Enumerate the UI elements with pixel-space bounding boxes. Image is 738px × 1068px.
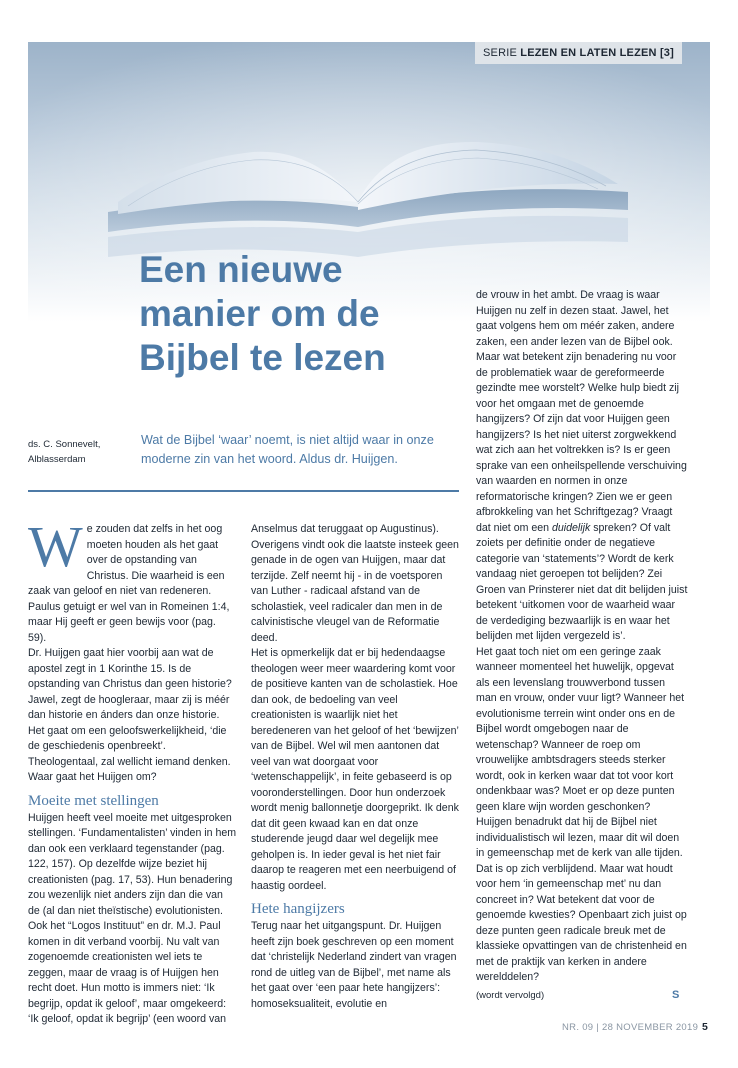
series-label (475, 42, 682, 64)
paragraph: Anselmus dat teruggaat op Augustinus). Overigens vindt ook die laatste insteek geen genade in de ogen van Huijgen, maar dat terzijde. Zelf neemt hij - in de voetsporen van Luther - radicaal afstand van de scholastiek, veel radicaler dan men in de calvinistische vleugel van de Reformatie deed. (251, 523, 459, 644)
paragraph (476, 288, 688, 645)
subheading: Moeite met stellingen (28, 792, 159, 809)
article-lead: Wat de Bijbel ‘waar’ noemt, is niet altijd waar in onze moderne zin van het woord. Aldus dr. Huijgen. (141, 433, 434, 466)
article-title (139, 248, 469, 380)
page-number: 5 (702, 1021, 708, 1033)
drop-cap: W (28, 514, 83, 579)
paragraph-text: e zouden dat zelfs in het oog moeten houden als het gaat over de opstanding van Christus. Die waarheid is een zaak van geloof en niet van redeneren. Paulus getuigt er wel van in Romeinen 1:4, maar Hij geeft er geen bewijs voor (pag. 59). (28, 523, 230, 644)
paragraph (28, 514, 237, 646)
column-1 (28, 514, 237, 1028)
continued-note: (wordt vervolgd) (476, 990, 545, 1001)
title-line: Bijbel te lezen (139, 337, 386, 378)
column-2 (251, 522, 459, 1012)
issue-info: NR. 09 | 28 NOVEMBER 2019 (562, 1022, 699, 1033)
paragraph: Dr. Huijgen gaat hier voorbij aan wat de apostel zegt in 1 Korinthe 15. Is de opstanding van Christus dan geen historie? Jawel, zegt de hoogleraar, maar zij is méér dan historie en ánders dan onze historie. Het gaat om een geloofswerkelijkheid, ‘die de geschiedenis openbreekt’. Theologentaal, zal wellicht iemand denken. Waar gaat het Huijgen om? (28, 647, 232, 783)
paragraph: Terug naar het uitgangspunt. Dr. Huijgen heeft zijn boek geschreven op een moment dat ‘christelijk Nederland zindert van vragen rond de uitleg van de Bijbel’, met name als het gaat over ‘een paar hete hangijzers’: homoseksualiteit, evolutie en (251, 920, 457, 1010)
paragraph-text: spreken? Of valt zoiets per definitie onder de negatieve categorie van ‘statements’? Wordt de kerk vandaag niet geroepen tot belijden? Zei Groen van Prinsterer niet dat dit belijden juist betekent ‘uitkomen voor de waarheid waar de verdediging bezwaarlijk is en waar het belijden met lijden vergezeld is’. (476, 521, 688, 642)
paragraph: Huijgen benadrukt dat hij de Bijbel niet individualistisch wil lezen, maar dit wil doen in gemeenschap met de kerk van alle tijden. Dat is op zich verblijdend. Maar wat houdt voor hem ‘in gemeenschap met’ nu dan concreet in? Wat betekent dat voor de genoemde kwesties? Openbaart zich juist op deze punten geen radicale breuk met de klassieke opvattingen van de christenheid en met de praktijk van kerken in andere werelddelen? (476, 816, 687, 983)
series-prefix: SERIE (483, 47, 518, 59)
paragraph: Het gaat toch niet om een geringe zaak wanneer momenteel het huwelijk, opgevat als een levenslang trouwverbond tussen man en vrouw, onder vuur ligt? Wanneer het evolutionisme terrein wint onder ons en de Bijbel wordt omgebogen naar de wetenschap? Wanneer de roep om vrouwelijke ambtsdragers steeds sterker wordt, ook in kerken waar dat tot voor kort ondenkbaar was? Moet er op deze punten geen klare wijn worden geschonken? (476, 645, 685, 813)
paragraph-text: de vrouw in het ambt. De vraag is waar Huijgen nu zelf in dezen staat. Jawel, het gaat volgens hem om méér zaken, andere zaken, een ander lezen van de Bijbel ook. Maar wat betekent zijn benadering nu voor de problematiek waar de gereformeerde gezindte mee worstelt? Welke hulp biedt zij voor het omgaan met de genoemde hangijzers? Of zijn dat voor Huijgen geen hangijzers? Is het niet uiterst zorgwekkend wat zich aan het voltrekken is? Is er geen sprake van een onheilspellende verschuiving van waarden en normen in onze reformatorische kringen? Zien we er geen afbrokkeling van het Schriftgezag? Vraagt dat niet om een (476, 289, 687, 534)
title-line: manier om de (139, 293, 380, 334)
emphasis: duidelijk (551, 521, 591, 534)
author-location: Alblasserdam (28, 454, 86, 465)
column-3 (476, 288, 688, 986)
title-line: Een nieuwe (139, 249, 343, 290)
paragraph: Huijgen heeft veel moeite met uitgesproken stellingen. ‘Fundamentalisten’ vinden in hem dan ook een verklaard tegenstander (pag. 122, 157). Op dezelfde wijze beziet hij creationisten (pag. 17, 53). Hun benadering zou wezenlijk niet anders zijn dan die van de (al dan niet theïstische) evolutionisten. Ook het “Logos Instituut” en dr. M.J. Paul komen in dit verband voorbij. Nu valt van zogenoemde creationisten wel iets te zeggen, maar de vraag is of Huijgen hen recht doet. Hun motto is immers niet: ‘Ik begrijp, opdat ik geloof’, maar omgekeerd: ‘Ik geloof, opdat ik begrijp’ (een woord van (28, 811, 237, 1025)
author-byline (28, 437, 138, 467)
series-title: LEZEN EN LATEN LEZEN [3] (520, 47, 674, 59)
end-mark-icon: S (672, 989, 680, 1001)
paragraph: Het is opmerkelijk dat er bij hedendaagse theologen weer meer waardering komt voor de positieve kanten van de scholastiek. Hoe dan ook, de bedoeling van veel creationisten is waarlijk niet het beredeneren van het geloof of het ‘bewijzen’ van de Bijbel. Wel wil men aantonen dat veel van wat doorgaat voor ‘wetenschappelijk’, in feite gebaseerd is op vooronderstellingen. Door hun onderzoek wordt menig ballonnetje doorgeprikt. Ik denk dat dit geen kwaad kan en dat onze studerende jeugd daar wel degelijk mee geholpen is. In ieder geval is het niet fair daarop te reageren met een neerbuigend of haastig oordeel. (251, 647, 459, 892)
divider (28, 490, 459, 492)
subheading: Hete hangijzers (251, 901, 345, 917)
author-name: ds. C. Sonnevelt, (28, 439, 101, 450)
